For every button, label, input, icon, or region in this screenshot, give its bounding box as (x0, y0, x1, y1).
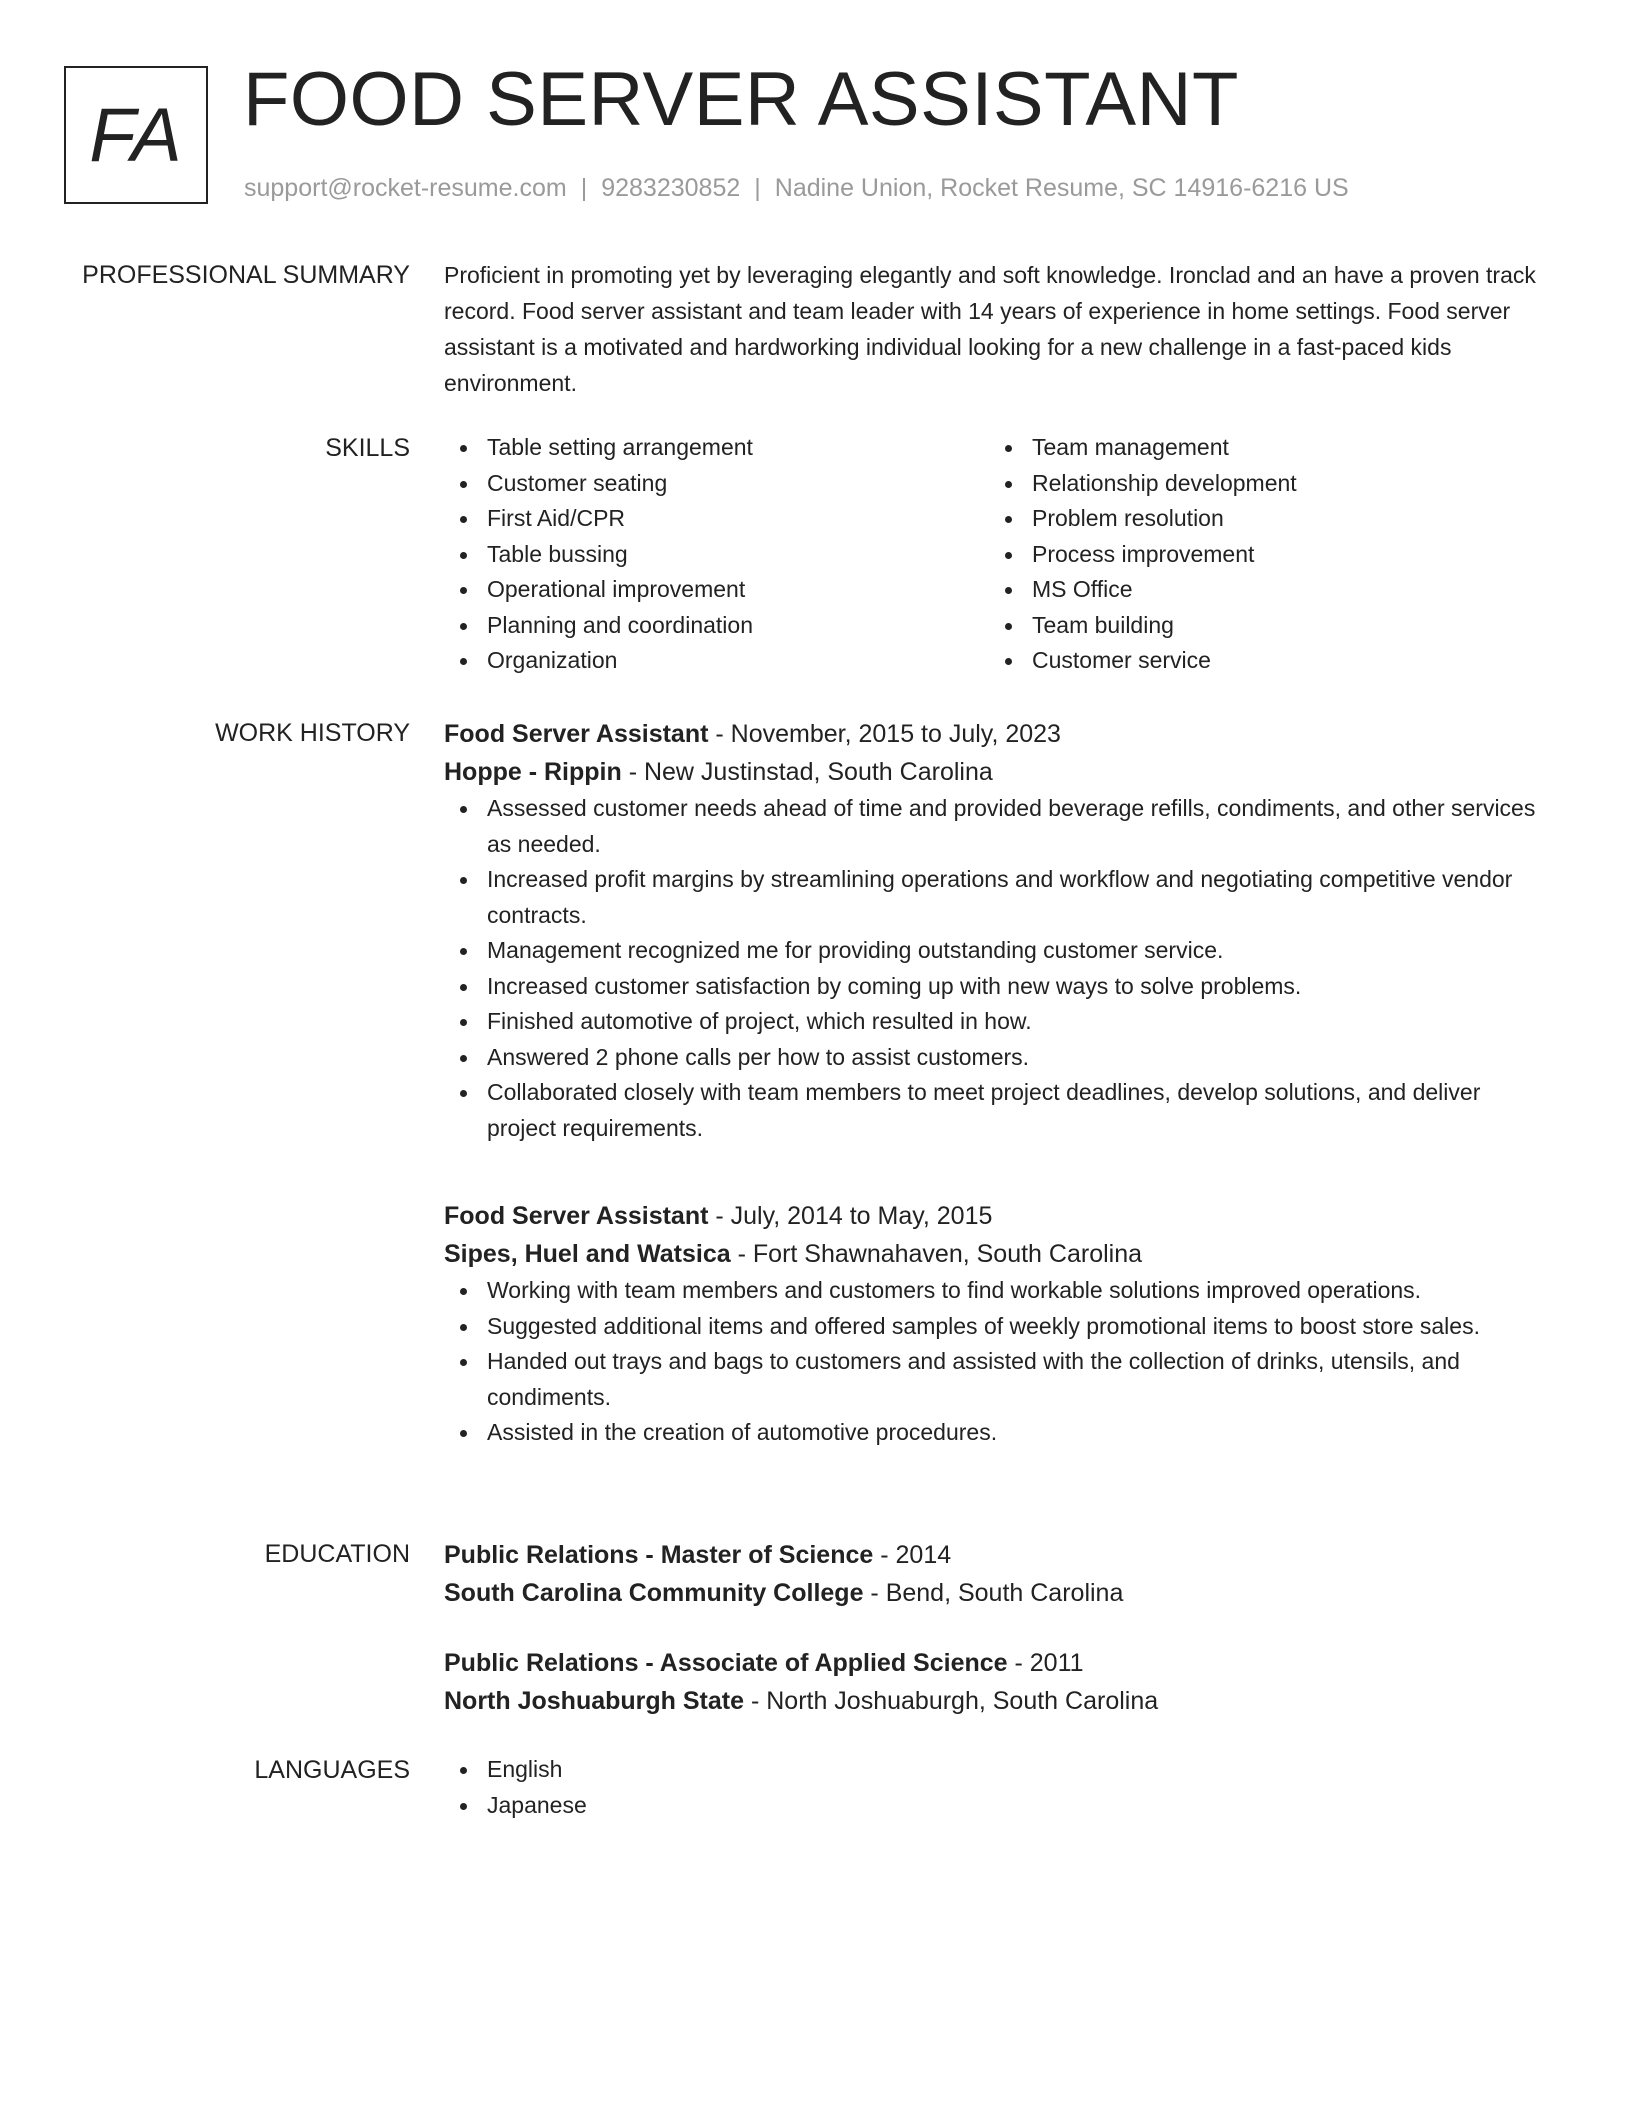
summary-text: Proficient in promoting yet by leveraging elegantly and soft knowledge. Ironclad and an have a proven track record. Food server assistant and team leader with 14 years of experience in home settings. Food server assistant is a motivated and hardworking individual looking for a new challenge in a fast-paced kids environment. (444, 262, 1536, 396)
education-school: South Carolina Community College (444, 1579, 864, 1607)
section-label-skills: SKILLS (325, 434, 410, 462)
job-bullet: Handed out trays and bags to customers and assisted with the collection of drinks, utensils, and condiments. (444, 1344, 1554, 1415)
resume-name: FOOD SERVER ASSISTANT (243, 57, 1239, 142)
contact-separator: | (580, 174, 588, 202)
skill-item: MS Office (989, 572, 1534, 608)
languages-list (444, 1752, 1554, 1823)
skill-item: Problem resolution (989, 501, 1534, 537)
education-degree-line (444, 1536, 1554, 1574)
skills-left-column (444, 430, 989, 679)
job-bullets (444, 1273, 1554, 1451)
language-item: English (444, 1752, 1554, 1788)
skill-item: Organization (444, 643, 989, 679)
job-bullet: Assessed customer needs ahead of time and provided beverage refills, condiments, and other services as needed. (444, 791, 1554, 862)
monogram-logo: FA (64, 66, 208, 204)
job-bullet: Management recognized me for providing outstanding customer service. (444, 933, 1554, 969)
job-title: Food Server Assistant (444, 1202, 709, 1230)
job-bullet: Increased customer satisfaction by coming up with new ways to solve problems. (444, 969, 1554, 1005)
skills-body (444, 430, 1554, 679)
education-school: North Joshuaburgh State (444, 1687, 745, 1715)
contact-phone[interactable]: 9283230852 (601, 174, 741, 202)
skills-right-column (989, 430, 1534, 679)
job-title-line (444, 715, 1554, 753)
job-title-line (444, 1197, 1554, 1235)
job-bullet: Assisted in the creation of automotive procedures. (444, 1415, 1554, 1451)
section-label-work-history: WORK HISTORY (215, 719, 410, 747)
education-year: - 2011 (1007, 1649, 1084, 1677)
job-bullet: Increased profit margins by streamlining operations and workflow and negotiating competitive vendor contracts. (444, 862, 1554, 933)
job-bullet: Finished automotive of project, which resulted in how. (444, 1004, 1554, 1040)
education-entry (444, 1536, 1554, 1612)
job-bullets (444, 791, 1554, 1146)
skill-item: Process improvement (989, 537, 1534, 573)
section-label-summary: PROFESSIONAL SUMMARY (82, 261, 410, 289)
education-degree: Public Relations - Master of Science (444, 1541, 874, 1569)
education-school-line (444, 1682, 1554, 1720)
education-location: - Bend, South Carolina (863, 1579, 1124, 1607)
skill-item: Team management (989, 430, 1534, 466)
education-school-line (444, 1574, 1554, 1612)
job-dates: - November, 2015 to July, 2023 (708, 720, 1061, 748)
skill-item: Table setting arrangement (444, 430, 989, 466)
job-title: Food Server Assistant (444, 720, 709, 748)
job-location: - Fort Shawnahaven, South Carolina (730, 1240, 1143, 1268)
language-item: Japanese (444, 1788, 1554, 1824)
skill-item: Relationship development (989, 466, 1534, 502)
education-entry (444, 1644, 1554, 1720)
job-entry (444, 715, 1554, 1146)
section-label-languages: LANGUAGES (254, 1756, 410, 1784)
job-company-line (444, 753, 1554, 791)
job-bullet: Working with team members and customers to find workable solutions improved operations. (444, 1273, 1554, 1309)
job-company: Hoppe - Rippin (444, 758, 622, 786)
job-bullet: Suggested additional items and offered samples of weekly promotional items to boost store sales. (444, 1309, 1554, 1345)
summary-body (444, 257, 1554, 401)
job-entry (444, 1197, 1554, 1451)
education-degree-line (444, 1644, 1554, 1682)
contact-separator: | (754, 174, 761, 202)
job-company-line (444, 1235, 1554, 1273)
job-company: Sipes, Huel and Watsica (444, 1240, 731, 1268)
section-label-education: EDUCATION (264, 1540, 410, 1568)
job-location: - New Justinstad, South Carolina (621, 758, 993, 786)
education-year: - 2014 (873, 1541, 952, 1569)
skill-item: Operational improvement (444, 572, 989, 608)
skill-item: Team building (989, 608, 1534, 644)
skill-item: Table bussing (444, 537, 989, 573)
contact-address: Nadine Union, Rocket Resume, SC 14916-6216 US (774, 174, 1349, 202)
skills-grid (444, 430, 1554, 679)
skill-item: First Aid/CPR (444, 501, 989, 537)
job-dates: - July, 2014 to May, 2015 (708, 1202, 993, 1230)
education-location: - North Joshuaburgh, South Carolina (744, 1687, 1159, 1715)
skill-item: Planning and coordination (444, 608, 989, 644)
skill-item: Customer service (989, 643, 1534, 679)
job-bullet: Answered 2 phone calls per how to assist customers. (444, 1040, 1554, 1076)
contact-email[interactable]: support@rocket-resume.com (244, 174, 567, 202)
job-bullet: Collaborated closely with team members to meet project deadlines, develop solutions, and deliver project requirements. (444, 1075, 1554, 1146)
contact-line (244, 174, 1349, 203)
skill-item: Customer seating (444, 466, 989, 502)
languages-body (444, 1752, 1554, 1823)
education-degree: Public Relations - Associate of Applied Science (444, 1649, 1008, 1677)
